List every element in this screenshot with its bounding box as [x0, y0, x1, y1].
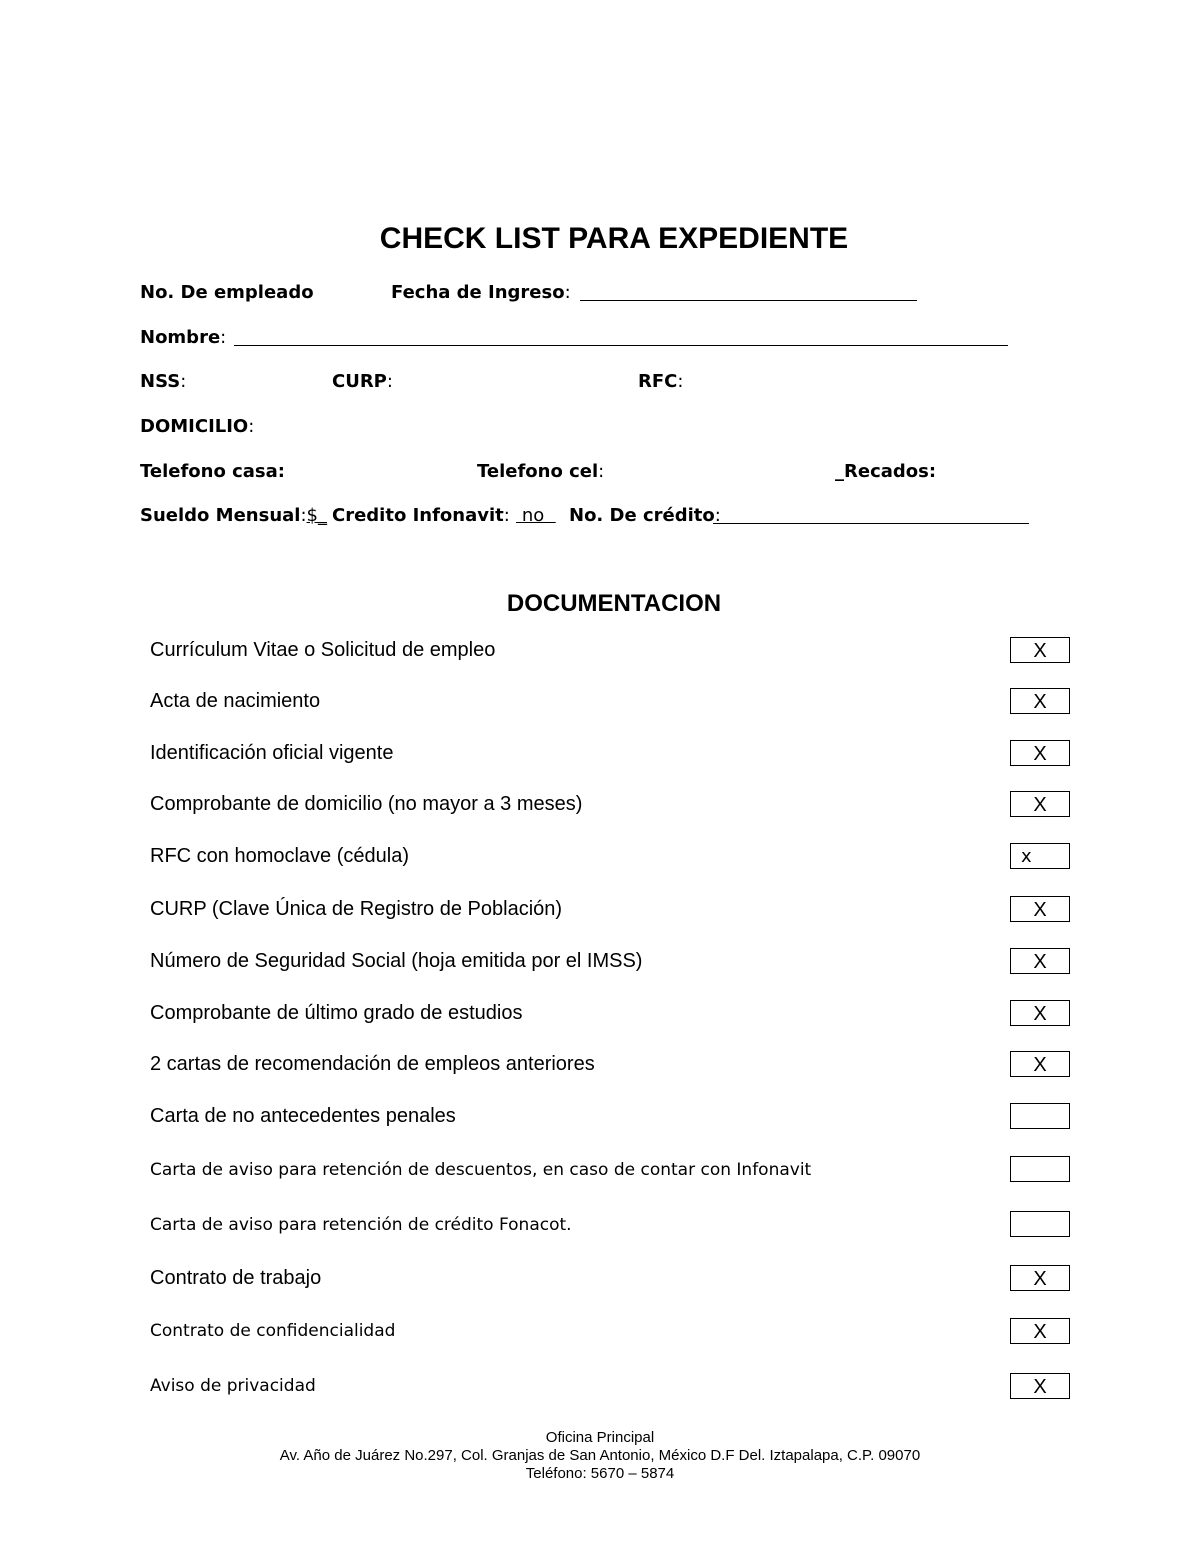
document-label: Carta de aviso para retención de descuentos, en caso de contar con Infonavit — [150, 1160, 812, 1180]
document-label: Comprobante de domicilio (no mayor a 3 meses) — [150, 793, 583, 815]
document-label: 2 cartas de recomendación de empleos anteriores — [150, 1053, 595, 1075]
label-recados: _Recados: — [835, 461, 937, 482]
section-title: DOCUMENTACION — [506, 590, 722, 617]
document-checkbox[interactable]: X — [1010, 1051, 1070, 1077]
document-label: Número de Seguridad Social (hoja emitida por el IMSS) — [150, 950, 643, 972]
document-checkbox[interactable]: X — [1010, 1318, 1070, 1344]
document-label: Comprobante de último grado de estudios — [150, 1002, 523, 1024]
label-no-empleado: No. De empleado — [140, 282, 314, 303]
document-label: Carta de no antecedentes penales — [150, 1105, 456, 1127]
nombre-line[interactable] — [234, 345, 1008, 346]
page-title: CHECK LIST PARA EXPEDIENTE — [379, 222, 849, 255]
document-label: Acta de nacimiento — [150, 690, 321, 712]
document-label: Aviso de privacidad — [150, 1376, 316, 1396]
label-no-credito: No. De crédito: — [569, 505, 721, 526]
document-checkbox[interactable]: X — [1010, 688, 1070, 714]
document-checkbox[interactable]: X — [1010, 1000, 1070, 1026]
document-checkbox[interactable]: X — [1010, 1373, 1070, 1399]
document-label: RFC con homoclave (cédula) — [150, 845, 409, 867]
document-checkbox[interactable] — [1010, 1103, 1070, 1129]
fecha-ingreso-line[interactable] — [580, 300, 917, 301]
document-label: Contrato de confidencialidad — [150, 1321, 396, 1341]
sueldo-value[interactable]: $_ — [306, 505, 327, 526]
no-credito-line[interactable] — [713, 523, 1029, 524]
document-label: Currículum Vitae o Solicitud de empleo — [150, 639, 496, 661]
label-sueldo-mensual: Sueldo Mensual:$_ — [140, 505, 327, 526]
document-checkbox[interactable]: X — [1010, 791, 1070, 817]
label-nss: NSS: — [140, 371, 187, 392]
document-label: Contrato de trabajo — [150, 1267, 322, 1289]
label-telefono-cel: Telefono cel: — [477, 461, 605, 482]
document-checkbox[interactable]: X — [1010, 740, 1070, 766]
label-curp: CURP: — [332, 371, 393, 392]
document-checkbox[interactable]: X — [1010, 637, 1070, 663]
footer-phone: Teléfono: 5670 – 5874 — [525, 1465, 675, 1482]
label-fecha-ingreso: Fecha de Ingreso: — [391, 282, 571, 303]
document-checkbox[interactable]: X — [1010, 896, 1070, 922]
footer-office: Oficina Principal — [545, 1429, 655, 1446]
document-label: CURP (Clave Única de Registro de Población) — [150, 898, 563, 920]
document-checkbox[interactable] — [1010, 1156, 1070, 1182]
document-checkbox[interactable] — [1010, 1211, 1070, 1237]
credito-infonavit-value[interactable]: no — [516, 505, 556, 526]
document-checkbox[interactable]: X — [1010, 1265, 1070, 1291]
label-domicilio: DOMICILIO: — [140, 416, 255, 437]
document-checkbox[interactable]: x — [1010, 843, 1070, 869]
document-label: Carta de aviso para retención de crédito Fonacot. — [150, 1215, 572, 1235]
label-telefono-casa: Telefono casa: — [140, 461, 285, 482]
document-checkbox[interactable]: X — [1010, 948, 1070, 974]
footer-address: Av. Año de Juárez No.297, Col. Granjas de San Antonio, México D.F Del. Iztapalapa, C.P. 09070 — [279, 1447, 921, 1464]
label-nombre: Nombre: — [140, 327, 227, 348]
label-rfc: RFC: — [638, 371, 684, 392]
document-label: Identificación oficial vigente — [150, 742, 394, 764]
label-credito-infonavit: Credito Infonavit: no — [332, 505, 556, 526]
